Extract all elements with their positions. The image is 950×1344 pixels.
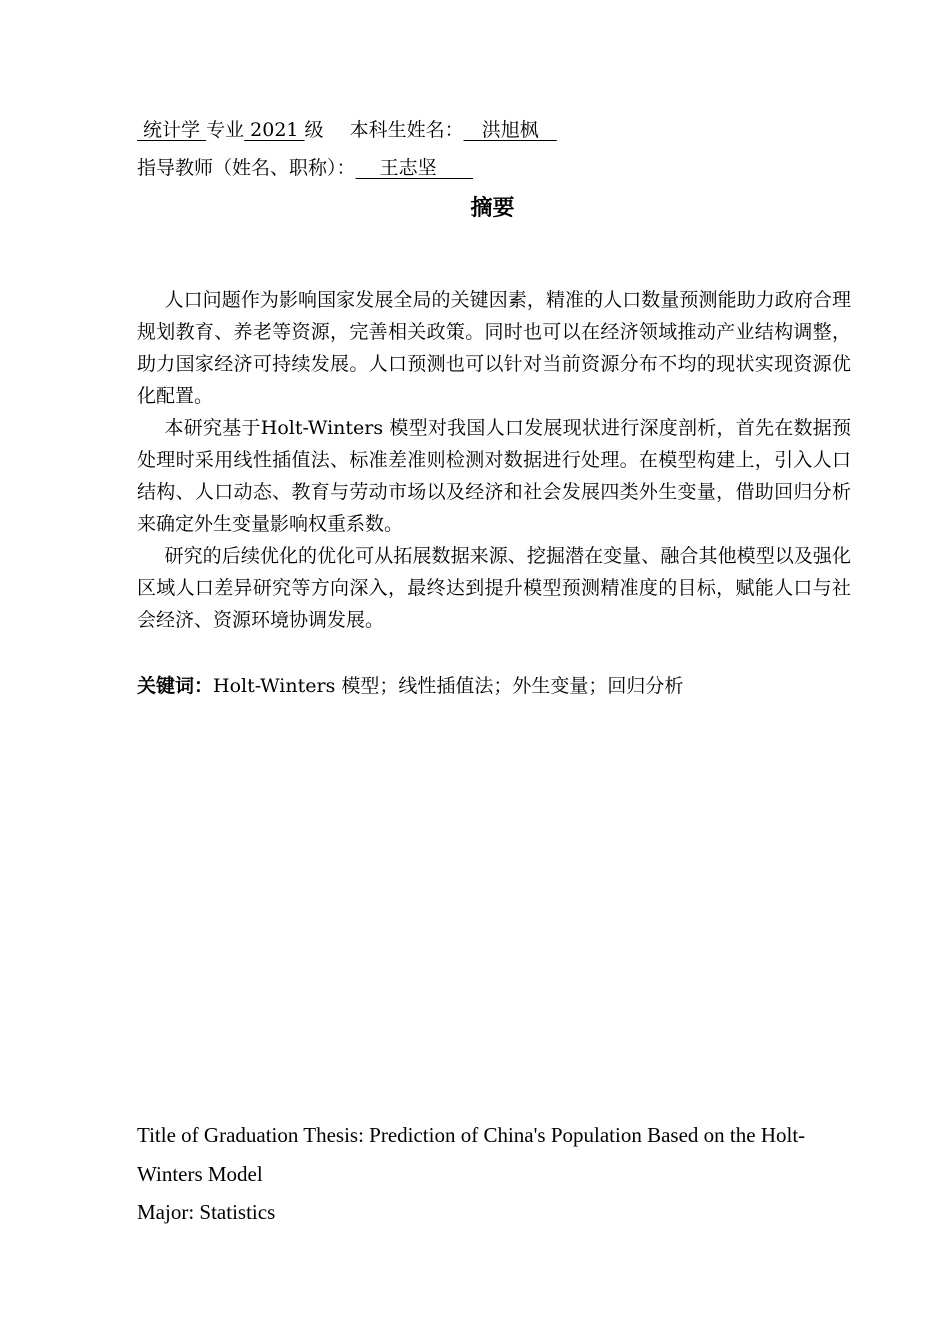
english-info (137, 1116, 851, 1232)
major-label: 专业 (206, 119, 245, 141)
student-name-label: 本科生姓名： (349, 119, 464, 141)
keywords-text: Holt-Winters 模型；线性插值法；外生变量；回归分析 (213, 675, 684, 697)
year-label: 级 (304, 119, 324, 141)
abstract-paragraph: 研究的后续优化的优化可从拓展数据来源、挖掘潜在变量、融合其他模型以及强化区域人口差异研究等方向深入，最终达到提升模型预测精准度的目标，赋能人口与社会经济、资源环境协调发展。 (137, 545, 851, 631)
keywords-label: 关键词： (137, 675, 214, 697)
year-value: 2021 (244, 119, 305, 141)
keywords-line (137, 672, 851, 700)
advisor-label: 指导教师（姓名、职称）： (137, 157, 356, 179)
advisor-value: 王志坚 (355, 157, 473, 179)
english-thesis-title: Title of Graduation Thesis: Prediction of China's Population Based on the Holt-Winters Model (137, 1123, 806, 1186)
major-value: 统计学 (137, 119, 207, 141)
abstract-title: 摘要 (470, 196, 515, 221)
abstract-body (137, 284, 851, 636)
abstract-paragraph: 人口问题作为影响国家发展全局的关键因素，精准的人口数量预测能助力政府合理规划教育、养老等资源，完善相关政策。同时也可以在经济领域推动产业结构调整，助力国家经济可持续发展。人口预测也可以针对当前资源分布不均的现状实现资源优化配置。 (137, 289, 851, 407)
abstract-paragraph: 本研究基于Holt-Winters 模型对我国人口发展现状进行深度剖析，首先在数据预处理时采用线性插值法、标准差准则检测对数据进行处理。在模型构建上，引入人口结构、人口动态、教育与劳动市场以及经济和社会发展四类外生变量，借助回归分析来确定外生变量影响权重系数。 (137, 417, 851, 535)
student-name-value: 洪旭枫 (463, 119, 557, 141)
advisor-info-line (137, 155, 473, 181)
english-major: Major: Statistics (137, 1200, 276, 1224)
student-info-line (137, 117, 557, 143)
